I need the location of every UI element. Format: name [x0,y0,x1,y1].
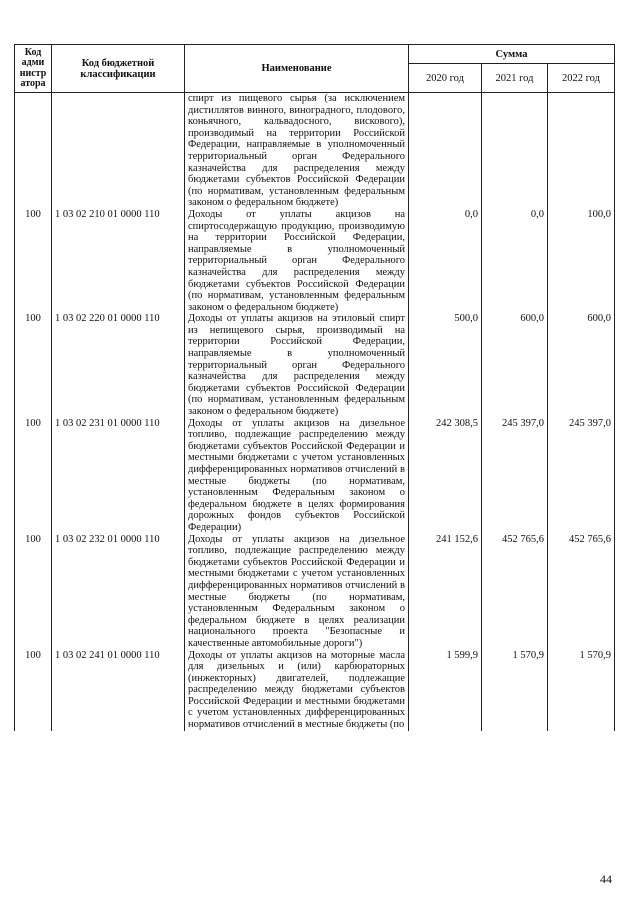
value-2021: 245 397,0 [482,418,548,534]
value-2021: 452 765,6 [482,534,548,650]
value-2020: 242 308,5 [409,418,482,534]
header-budget-code: Код бюджетной классификации [52,45,185,93]
header-name: Наименование [185,45,409,93]
table-row [15,418,615,534]
value-2021: 0,0 [482,209,548,313]
name-cell: Доходы от уплаты акцизов на спиртосодержащую продукцию, производимую на территории Российской Федерации, направляемые в уполномоченный территориальный орган Федерального казначейства для распределения между бюджетами субъектов Российской Федерации (по нормативам, установленным федеральным законом о федеральном бюджете) [185,209,409,313]
value-2021: 1 570,9 [482,650,548,731]
name-cell: Доходы от уплаты акцизов на дизельное топливо, подлежащие распределению между бюджетами субъектов Российской Федерации и местными бюджетами с учетом установленных дифференцированных нормативов отчислений в местные бюджеты (по нормативам, установленным Федеральным законом о федеральном бюджете в целях реализации национального проекта "Безопасные и качественные автомобильные дороги") [185,534,409,650]
value-2020: 1 599,9 [409,650,482,731]
value-2022: 245 397,0 [548,418,615,534]
code-cell [52,93,185,209]
header-year-2022: 2022 год [548,64,615,93]
admin-cell: 100 [15,650,52,731]
header-admin-code: Код адми нистр атора [15,45,52,93]
name-cell: Доходы от уплаты акцизов на моторные масла для дизельных и (или) карбюраторных (инжекторных) двигателей, подлежащие распределению между бюджетами субъектов Российской Федерации и местными бюджетами с учетом установленных дифференцированных нормативов отчислений в местные бюджеты (по [185,650,409,731]
admin-cell: 100 [15,313,52,417]
code-cell: 1 03 02 231 01 0000 110 [52,418,185,534]
name-cell: Доходы от уплаты акцизов на этиловый спирт из непищевого сырья, производимый на территории Российской Федерации, направляемые в уполномоченный территориальный орган Федерального казначейства для распределения между бюджетами субъектов Российской Федерации (по нормативам, установленным федеральным законом о федеральном бюджете) [185,313,409,417]
value-2022: 100,0 [548,209,615,313]
table-row [15,534,615,650]
table-row [15,93,615,209]
value-2021 [482,93,548,209]
value-2020: 241 152,6 [409,534,482,650]
code-cell: 1 03 02 241 01 0000 110 [52,650,185,731]
value-2022: 600,0 [548,313,615,417]
table-row [15,209,615,313]
admin-cell: 100 [15,209,52,313]
name-cell: Доходы от уплаты акцизов на дизельное топливо, подлежащие распределению между бюджетами субъектов Российской Федерации и местными бюджетами с учетом установленных дифференцированных нормативов отчислений в местные бюджеты (по нормативам, установленным Федеральным законом о федеральном бюджете в целях формирования дорожных фондов субъектов Российской Федерации) [185,418,409,534]
value-2020: 500,0 [409,313,482,417]
code-cell: 1 03 02 232 01 0000 110 [52,534,185,650]
value-2021: 600,0 [482,313,548,417]
page-number: 44 [600,872,612,886]
code-cell: 1 03 02 220 01 0000 110 [52,313,185,417]
header-year-2020: 2020 год [409,64,482,93]
table-row [15,313,615,417]
code-cell: 1 03 02 210 01 0000 110 [52,209,185,313]
header-sum: Сумма [409,45,615,64]
value-2020 [409,93,482,209]
header-year-2021: 2021 год [482,64,548,93]
admin-cell: 100 [15,534,52,650]
table-row [15,650,615,731]
value-2022: 452 765,6 [548,534,615,650]
value-2020: 0,0 [409,209,482,313]
admin-cell: 100 [15,418,52,534]
admin-cell [15,93,52,209]
budget-table [14,44,615,731]
value-2022 [548,93,615,209]
name-cell: спирт из пищевого сырья (за исключением дистиллятов винного, виноградного, плодового, коньячного, кальвадосного, вискового), производимый на территории Российской Федерации, направляемые в уполномоченный территориальный орган Федерального казначейства для распределения между бюджетами субъектов Российской Федерации (по нормативам, установленным федеральным законом о федеральном бюджете) [185,93,409,209]
value-2022: 1 570,9 [548,650,615,731]
